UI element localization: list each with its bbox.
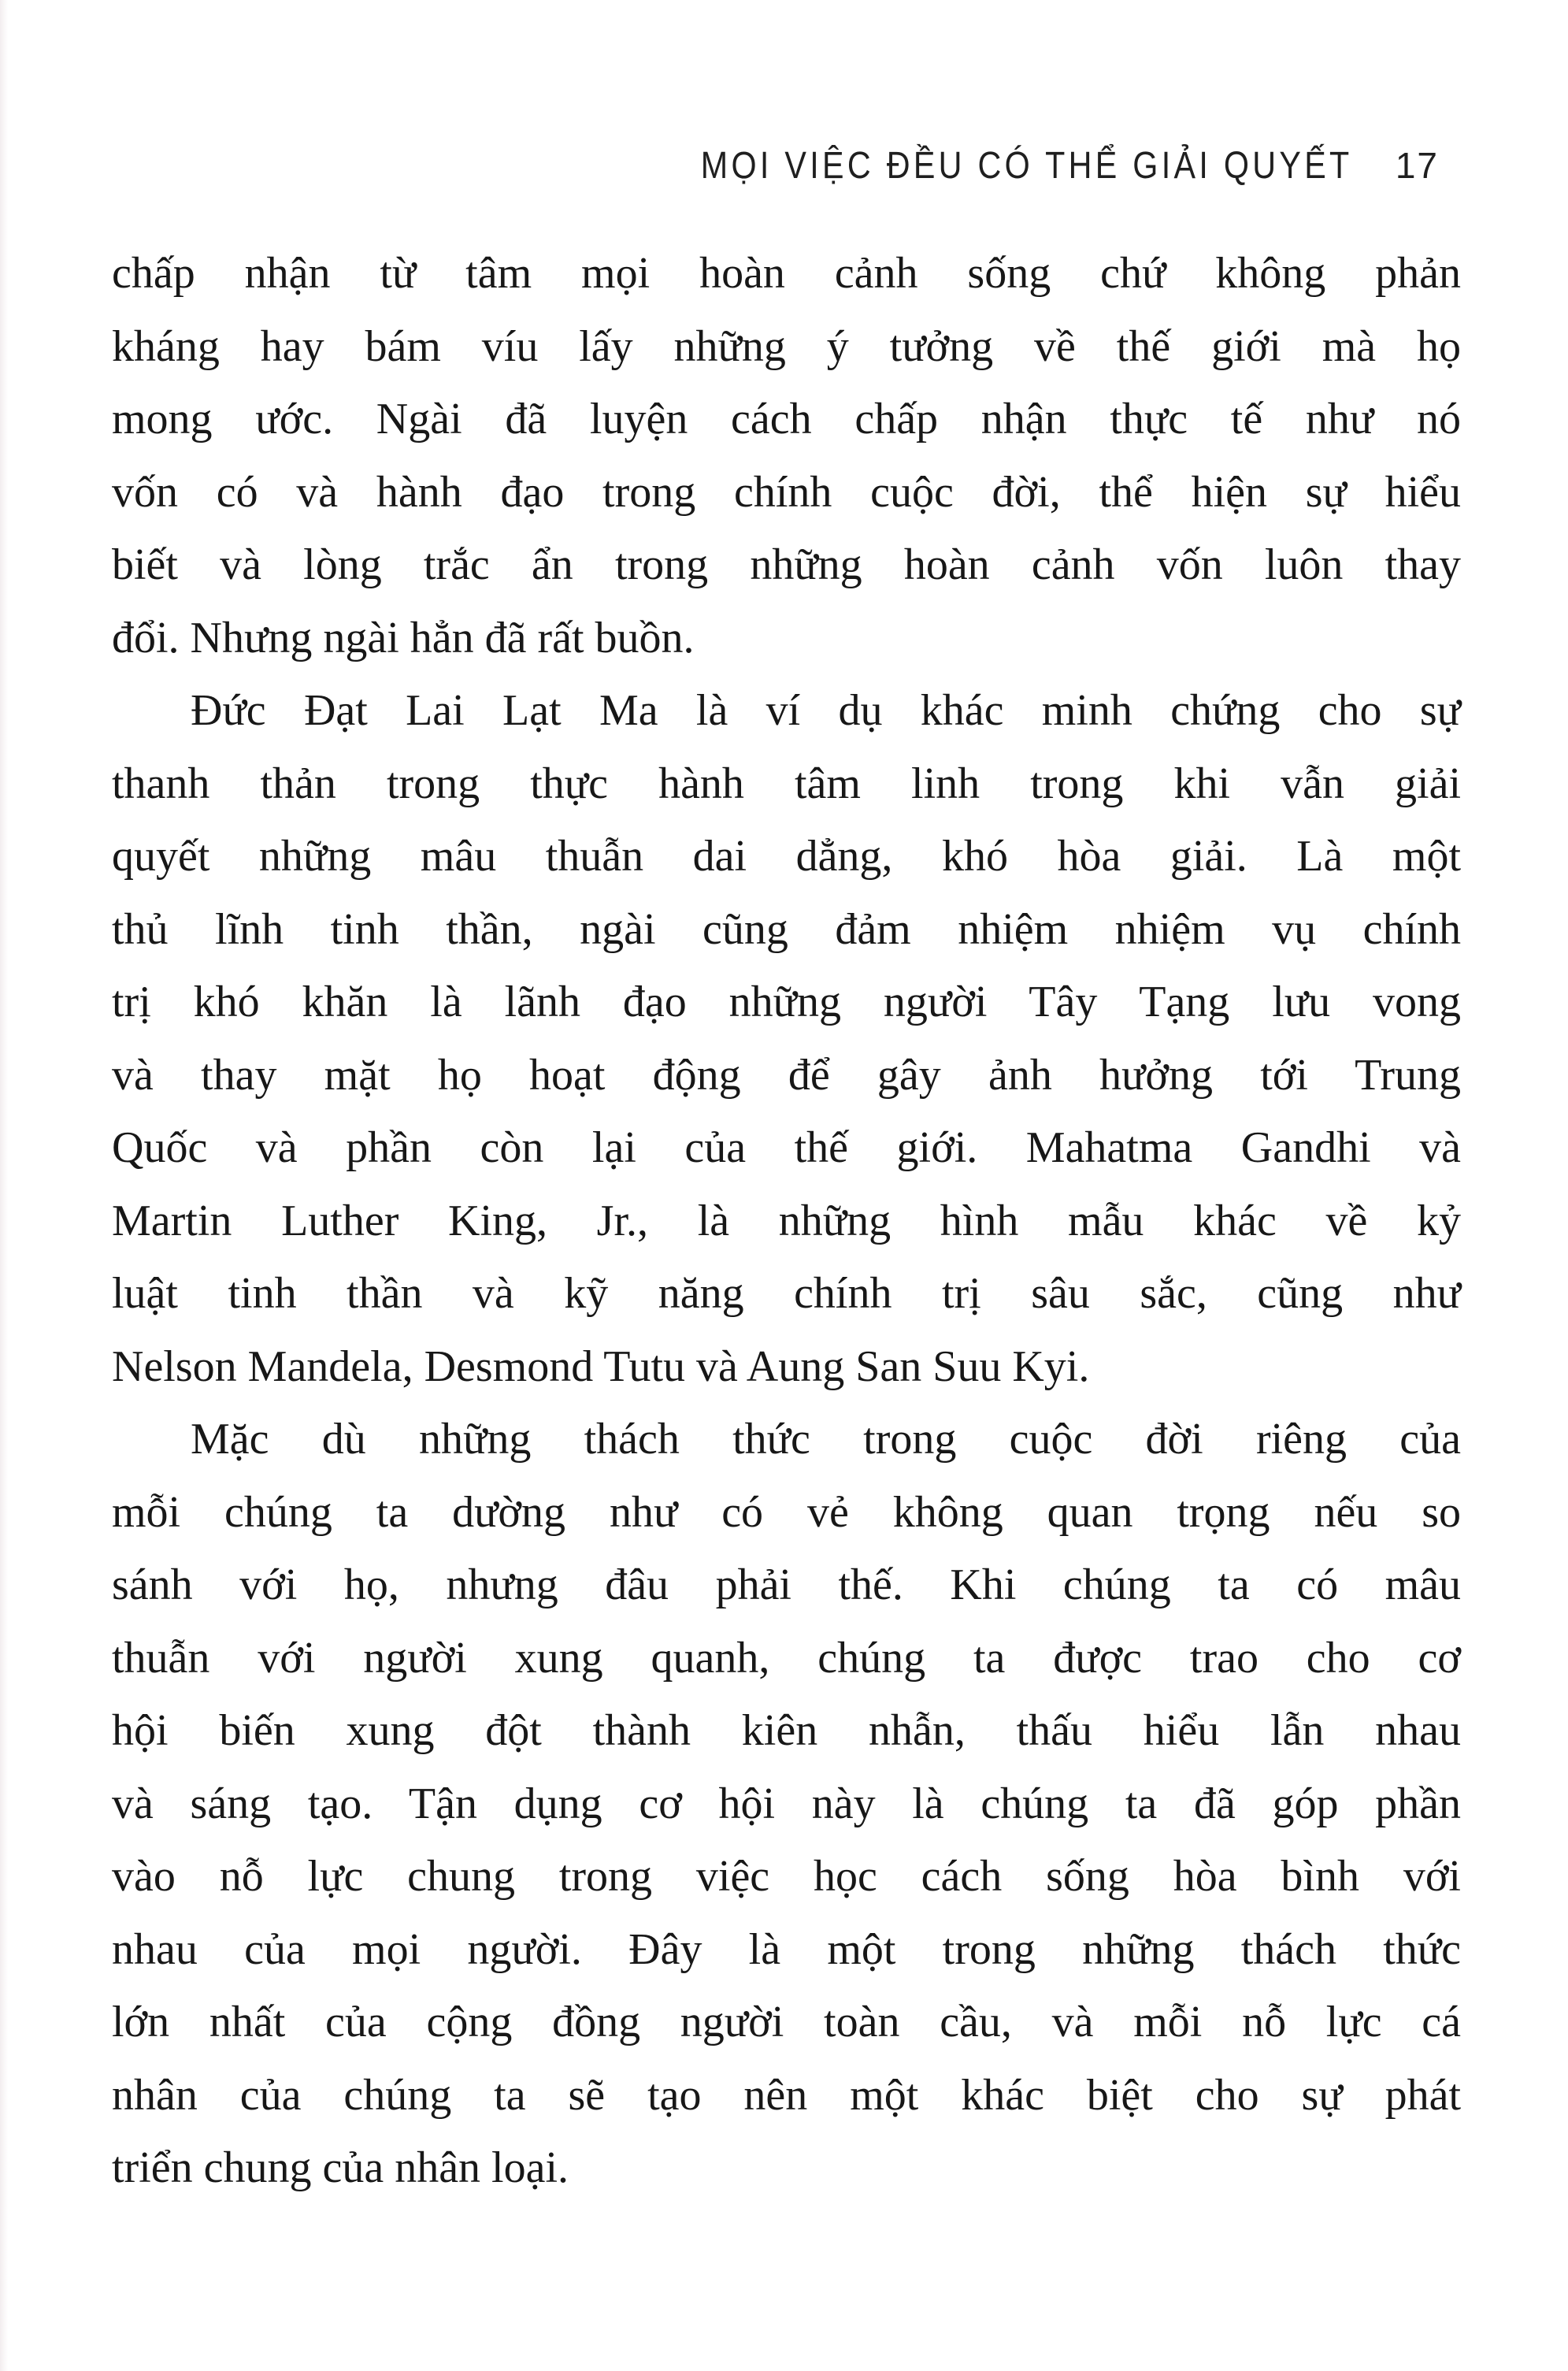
text-line: Mặc dù những thách thức trong cuộc đời riêng của — [191, 1415, 1461, 1464]
text-line: trị khó khăn là lãnh đạo những người Tây Tạng lưu vong — [112, 978, 1461, 1026]
text-line: quyết những mâu thuẫn dai dẳng, khó hòa giải. Là một — [112, 832, 1461, 881]
text-line: Nelson Mandela, Desmond Tutu và Aung San Suu Kyi. — [112, 1341, 1090, 1391]
running-header — [112, 144, 1461, 187]
text-line: vốn có và hành đạo trong chính cuộc đời, thể hiện sự hiểu — [112, 467, 1461, 517]
text-line: thanh thản trong thực hành tâm linh trong khi vẫn giải — [112, 759, 1461, 808]
text-line: luật tinh thần và kỹ năng chính trị sâu sắc, cũng như — [112, 1269, 1461, 1318]
page-number: 17 — [1395, 145, 1439, 186]
text-line: kháng hay bám víu lấy những ý tưởng về thế giới mà họ — [112, 321, 1461, 371]
text-line: thủ lĩnh tinh thần, ngài cũng đảm nhiệm nhiệm vụ chính — [112, 904, 1461, 954]
text-line: vào nỗ lực chung trong việc học cách sống hòa bình với — [112, 1852, 1461, 1901]
running-header-title: MỌI VIỆC ĐỀU CÓ THỂ GIẢI QUYẾT — [701, 145, 1353, 187]
text-line: Đức Đạt Lai Lạt Ma là ví dụ khác minh chứng cho sự — [191, 686, 1461, 735]
text-line: biết và lòng trắc ẩn trong những hoàn cảnh vốn luôn thay — [112, 540, 1461, 589]
text-line: hội biến xung đột thành kiên nhẫn, thấu hiểu lẫn nhau — [112, 1706, 1461, 1755]
text-line: và thay mặt họ hoạt động để gây ảnh hưởng tới Trung — [112, 1050, 1461, 1100]
text-line: mỗi chúng ta dường như có vẻ không quan trọng nếu so — [112, 1487, 1461, 1537]
text-line: thuẫn với người xung quanh, chúng ta được trao cho cơ — [112, 1633, 1461, 1683]
text-line: chấp nhận từ tâm mọi hoàn cảnh sống chứ không phản — [112, 249, 1461, 298]
text-line: nhân của chúng ta sẽ tạo nên một khác biệt cho sự phát — [112, 2070, 1461, 2120]
text-line: lớn nhất của cộng đồng người toàn cầu, và mỗi nỗ lực cá — [112, 1998, 1461, 2046]
scan-edge-shadow — [0, 0, 8, 2371]
text-line: mong ước. Ngài đã luyện cách chấp nhận thực tế như nó — [112, 395, 1461, 443]
text-line: triển chung của nhân loại. — [112, 2143, 569, 2192]
text-line: và sáng tạo. Tận dụng cơ hội này là chúng ta đã góp phần — [112, 1779, 1461, 1828]
text-line: đổi. Nhưng ngài hẳn đã rất buồn. — [112, 613, 695, 662]
text-line: nhau của mọi người. Đây là một trong những thách thức — [112, 1924, 1461, 1974]
text-line: Martin Luther King, Jr., là những hình mẫu khác về kỷ — [112, 1196, 1461, 1245]
body-text — [112, 237, 1461, 2205]
text-line: Quốc và phần còn lại của thế giới. Mahatma Gandhi và — [112, 1123, 1461, 1172]
text-line: sánh với họ, nhưng đâu phải thế. Khi chúng ta có mâu — [112, 1560, 1461, 1609]
